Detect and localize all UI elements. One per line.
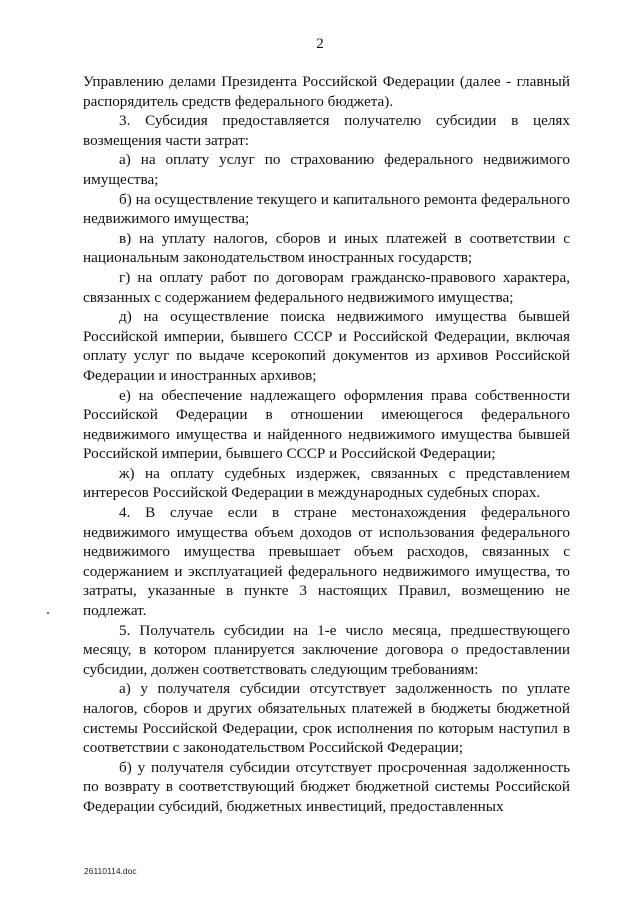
footer-file-code: 26110114.doc xyxy=(84,866,137,876)
paragraph-continuation: Управлению делами Президента Российской Федерации (далее - главный распорядитель средств федерального бюджета). xyxy=(83,73,570,110)
paragraph-clause-5b: б) у получателя субсидии отсутствует просроченная задолженность по возврату в соответствующий бюджет бюджетной системы Российской Федерации субсидий, бюджетных инвестиций, предоставленных xyxy=(83,758,570,815)
paragraph-clause-3zh: ж) на оплату судебных издержек, связанных с представлением интересов Российской Федерации в международных судебных спорах. xyxy=(83,464,570,502)
paragraph-clause-3a: а) на оплату услуг по страхованию федерального недвижимого имущества; xyxy=(83,151,570,188)
paragraph-clause-3d: д) на осуществление поиска недвижимого имущества бывшей Российской империи, бывшего СССР и Российской Федерации, включая оплату услуг по выдаче ксерокопий документов из архивов Российской Федерации и иностранных архивов; xyxy=(83,308,570,384)
paragraph-clause-4: 4. В случае если в стране местонахождения федерального недвижимого имущества объем доходов от использования федерального недвижимого имущества превышает объем расходов, связанных с содержанием и эксплуатацией федерального недвижимого имущества, то затраты, указанные в пункте 3 настоящих Правил, возмещению не подлежат. xyxy=(83,504,570,620)
paragraph-clause-3e: е) на обеспечение надлежащего оформления права собственности Российской Федерации в отношении имеющегося федерального недвижимого имущества и найденного недвижимого имущества бывшей Российской империи, бывшего СССР и Российской Федерации; xyxy=(83,386,570,463)
margin-mark xyxy=(47,612,49,614)
paragraph-clause-3g: г) на оплату работ по договорам гражданско-правового характера, связанных с содержанием федерального недвижимого имущества; xyxy=(83,268,570,306)
paragraph-clause-5: 5. Получатель субсидии на 1-е число месяца, предшествующего месяцу, в котором планируется заключение договора о предоставлении субсидии, должен соответствовать следующим требованиям: xyxy=(83,621,570,678)
document-body xyxy=(83,72,570,817)
paragraph-clause-3: 3. Субсидия предоставляется получателю субсидии в целях возмещения части затрат: xyxy=(83,112,570,149)
paragraph-clause-3b: б) на осуществление текущего и капитального ремонта федерального недвижимого имущества; xyxy=(83,190,570,228)
paragraph-clause-5a: а) у получателя субсидии отсутствует задолженность по уплате налогов, сборов и других обязательных платежей в бюджеты бюджетной системы Российской Федерации, срок исполнения по которым наступил в соответствии с законодательством Российской Федерации; xyxy=(83,680,570,757)
page-number: 2 xyxy=(316,36,324,52)
paragraph-clause-3v: в) на уплату налогов, сборов и иных платежей в соответствии с национальным законодательством иностранных государств; xyxy=(83,229,570,267)
